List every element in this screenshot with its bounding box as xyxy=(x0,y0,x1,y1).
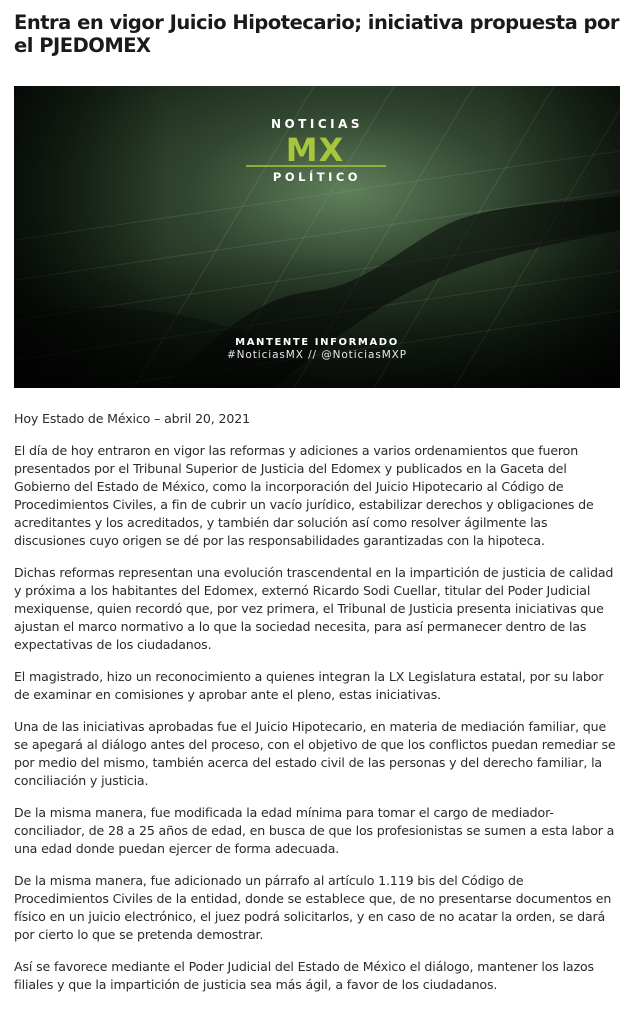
article-paragraph: De la misma manera, fue modificada la edad mínima para tomar el cargo de mediador-conciliador, de 28 a 25 años de edad, en busca de que los profesionistas se sumen a esta labor a una edad donde puedan ejercer de forma adecuada. xyxy=(14,805,615,856)
article-paragraph: De la misma manera, fue adicionado un párrafo al artículo 1.119 bis del Código de Procedimientos Civiles de la entidad, donde se establece que, de no presentarse documentos en físico en un juicio electrónico, el juez podrá solicitarlos, y en caso de no acatar la orden, se dará por cierto lo que se pretenda demostrar. xyxy=(14,873,612,942)
article-paragraph: Una de las iniciativas aprobadas fue el Juicio Hipotecario, en materia de mediación familiar, que se apegará al diálogo antes del proceso, con el objetivo de que los conflictos puedan remediar se por medio del mismo, también acerca del estado civil de las personas y del derecho familiar, la conciliación y justicia. xyxy=(14,719,616,788)
article-paragraph: El día de hoy entraron en vigor las reformas y adiciones a varios ordenamientos que fueron presentados por el Tribunal Superior de Justicia del Edomex y publicados en la Gaceta del Gobierno del Estado de México, como la incorporación del Juicio Hipotecario al Código de Procedimientos Civiles, a fin de cubrir un vacío jurídico, estabilizar derechos y obligaciones de acreditantes y los acreditados, y también dar solución así como resolver ágilmente las discusiones cuyo origen se dé por las responsabilidades garantizadas con la hipoteca. xyxy=(14,443,594,548)
hero-image xyxy=(14,86,620,388)
brand-bottom-text: POLÍTICO xyxy=(272,170,362,184)
article-paragraph: El magistrado, hizo un reconocimiento a quienes integran la LX Legislatura estatal, por su labor de examinar en comisiones y aprobar ante el pleno, estas iniciativas. xyxy=(14,669,604,702)
brand-main-text: MX xyxy=(285,131,345,169)
article-paragraph: Dichas reformas representan una evolución trascendental en la impartición de justicia de calidad y próxima a los habitantes del Edomex, externó Ricardo Sodi Cuellar, titular del Poder Judicial mexiquense, quien recordó que, por vez primera, el Tribunal de Justicia presenta iniciativas que ajustan el marco normativo a lo que la sociedad necesita, para así permanecer dentro de las expectativas de los ciudadanos. xyxy=(14,565,614,652)
article-title: Entra en vigor Juicio Hipotecario; iniciativa propuesta por el PJEDOMEX xyxy=(14,11,620,57)
article-dateline: Hoy Estado de México – abril 20, 2021 xyxy=(14,411,250,426)
brand-top-text: NOTICIAS xyxy=(270,117,364,131)
hero-hashtags: #NoticiasMX // @NoticiasMXP xyxy=(226,349,408,361)
article-body xyxy=(14,410,620,1008)
article-paragraph: Así se favorece mediante el Poder Judicial del Estado de México el diálogo, mantener los lazos filiales y que la impartición de justicia sea más ágil, a favor de los ciudadanos. xyxy=(14,959,594,992)
hero-tagline: MANTENTE INFORMADO xyxy=(235,337,399,348)
